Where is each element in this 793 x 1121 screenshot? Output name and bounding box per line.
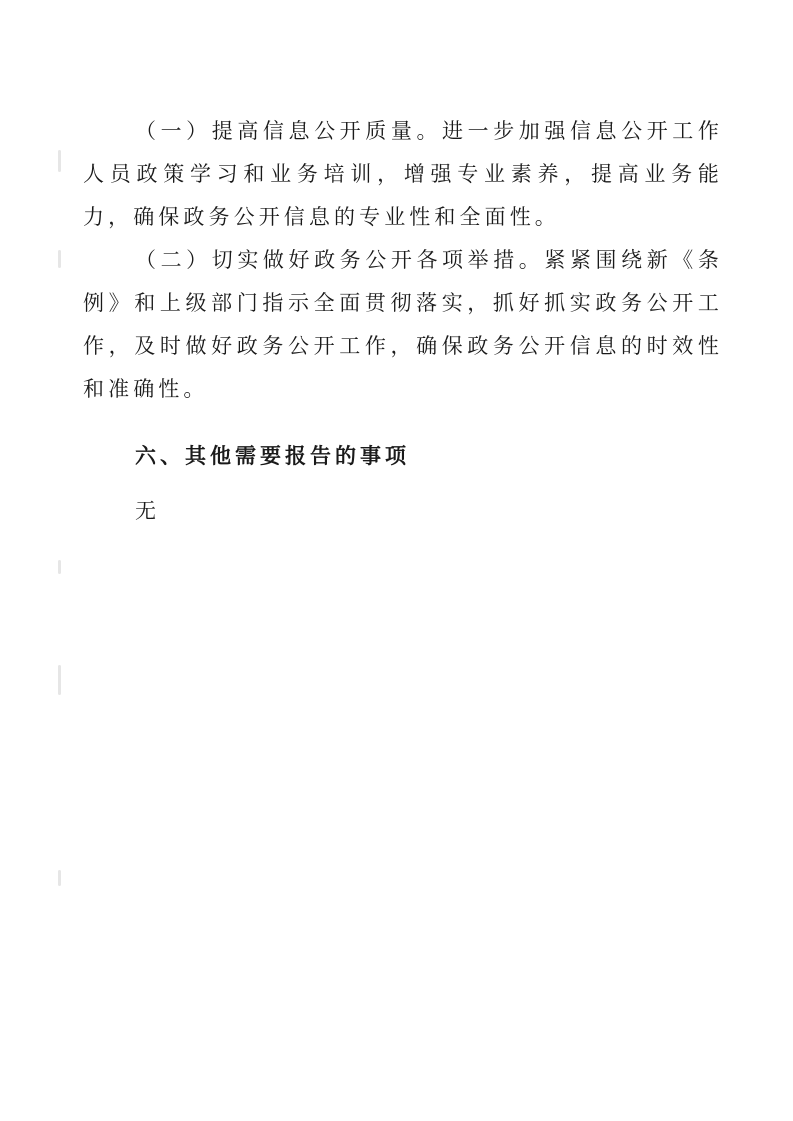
section-body-none: 无 [135, 499, 160, 523]
document-body [83, 110, 723, 533]
scan-artifact [58, 150, 61, 172]
section-heading-other-matters: 六、其他需要报告的事项 [135, 444, 410, 468]
scan-artifact [58, 250, 61, 268]
paragraph-implement-measures: （二）切实做好政务公开各项举措。紧紧围绕新《条例》和上级部门指示全面贯彻落实，抓好抓实政务公开工作，及时做好政务公开工作，确保政务公开信息的时效性和准确性。 [83, 248, 723, 401]
paragraph-improve-quality: （一）提高信息公开质量。进一步加强信息公开工作人员政策学习和业务培训，增强专业素养，提高业务能力，确保政务公开信息的专业性和全面性。 [83, 119, 723, 229]
scan-artifact [58, 560, 61, 574]
scan-artifact [58, 665, 61, 695]
scan-artifact [58, 870, 61, 886]
